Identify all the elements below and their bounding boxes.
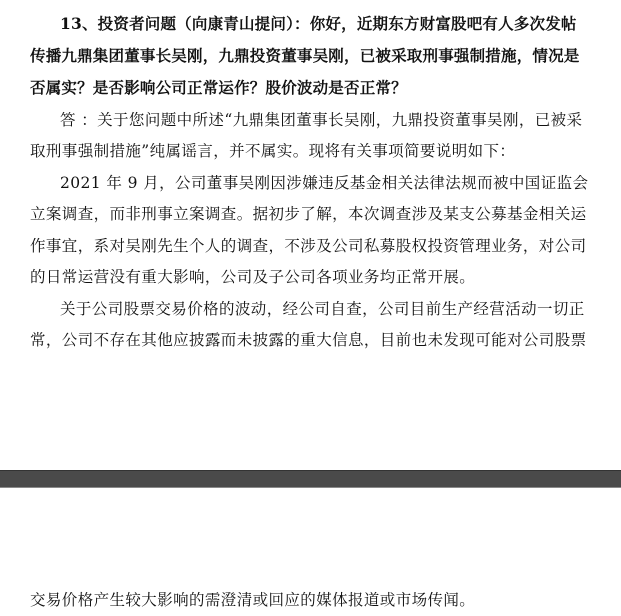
answer-para3-line-1: 关于公司股票交易价格的波动，经公司自查，公司目前生产经营活动一切正 [60, 300, 585, 318]
answer-para2-line-4: 的日常运营没有重大影响，公司及子公司各项业务均正常开展。 [30, 268, 476, 286]
question-line-2: 传播九鼎集团董事长吴刚，九鼎投资董事吴刚，已被采取刑事强制措施，情况是 [30, 46, 580, 65]
question-line-1: 13、投资者问题（向康青山提问）：你好，近期东方财富股吧有人多次发帖 [60, 14, 577, 33]
continuation-line: 交易价格产生较大影响的需澄清或回应的媒体报道或市场传闻。 [30, 591, 476, 609]
answer-para1-line-1: 答 ：关于您问题中所述“九鼎集团董事长吴刚，九鼎投资董事吴刚，已被采 [60, 111, 583, 129]
answer-para2-line-3: 作事宜，系对吴刚先生个人的调查，不涉及公司私募股权投资管理业务，对公司 [30, 237, 587, 255]
question-line-3: 否属实？是否影响公司正常运作？股价波动是否正常？ [30, 78, 407, 97]
answer-para2-line-2: 立案调查，而非刑事立案调查。据初步了解，本次调查涉及某支公募基金相关运 [30, 205, 587, 223]
page-break-divider [0, 470, 621, 488]
document-page-bottom [0, 488, 621, 616]
answer-para2-line-1: 2021 年 9 月，公司董事吴刚因涉嫌违反基金相关法律法规而被中国证监会 [60, 174, 589, 192]
answer-para1-line-2: 取刑事强制措施”纯属谣言，并不属实。现将有关事项简要说明如下： [30, 142, 516, 160]
answer-para3-line-2: 常，公司不存在其他应披露而未披露的重大信息，目前也未发现可能对公司股票 [30, 331, 587, 349]
